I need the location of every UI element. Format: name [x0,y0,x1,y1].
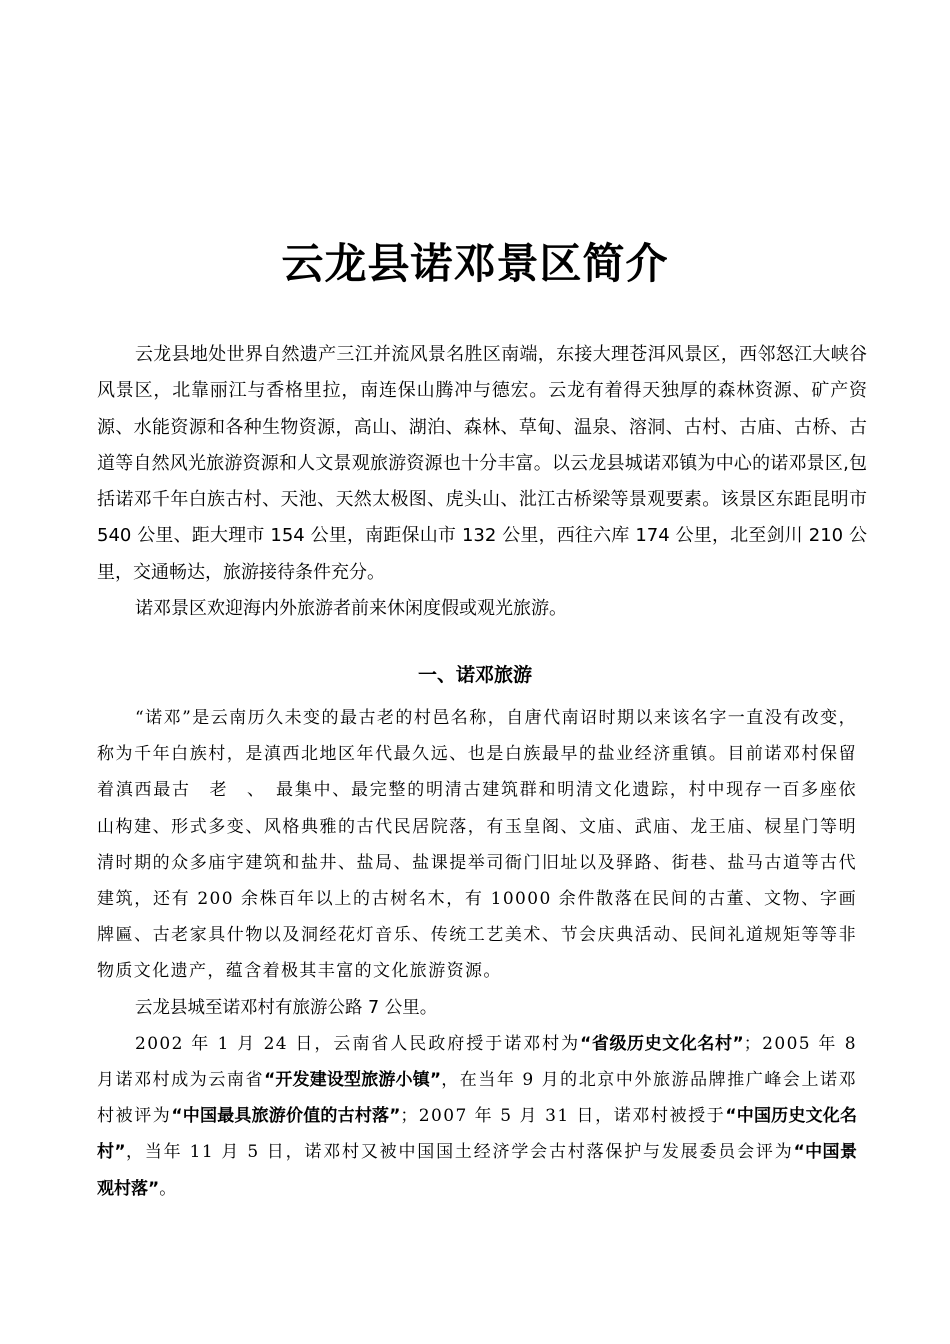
intro-section [97,337,867,627]
award-title: “中国最具旅游价值的古村落” [171,1106,401,1127]
award-title: “开发建设型旅游小镇” [264,1070,442,1091]
section-heading: 一、诺邓旅游 [417,664,532,686]
section-body [97,700,857,1207]
section-paragraph-awards [97,1026,857,1207]
section-paragraph: “诺邓”是云南历久未变的最古老的村邑名称，自唐代南诏时期以来该名字一直没有改变，称为千年白族村，是滇西北地区年代最久远、也是白族最早的盐业经济重镇。目前诺邓村保留着滇西最古 老 、 最集中、最完整的明清古建筑群和明清文化遗踪，村中现存一百多座依山构建、形式多变、风格典雅的古代民居院落，有玉皇阁、文庙、武庙、龙王庙、棂星门等明清时期的众多庙宇建筑和盐井、盐局、盐课提举司衙门旧址以及驿路、街巷、盐马古道等古代建筑，还有 200 余株百年以上的古树名木，有 10000 余件散落在民间的古董、文物、字画牌匾、古老家具什物以及洞经花灯音乐、传统工艺美术、节会庆典活动、民间礼道规矩等等非物质文化遗产，蕴含着极其丰富的文化旅游资源。 [97,708,857,982]
award-title: “中国景观村落” [97,1142,857,1199]
award-title: “省级历史文化名村” [580,1033,744,1054]
intro-paragraph: 云龙县地处世界自然遗产三江并流风景名胜区南端，东接大理苍洱风景区，西邻怒江大峡谷风景区，北靠丽江与香格里拉，南连保山腾冲与德宏。云龙有着得天独厚的森林资源、矿产资源、水能资源和各种生物资源，高山、湖泊、森林、草甸、温泉、溶洞、古村、古庙、古桥、古道等自然风光旅游资源和人文景观旅游资源也十分丰富。以云龙县城诺邓镇为中心的诺邓景区,包括诺邓千年白族古村、天池、天然太极图、虎头山、沘江古桥梁等景观要素。该景区东距昆明市 540 公里、距大理市 154 公里，南距保山市 132 公里，西往六库 174 公里，北至剑川 210 公里，交通畅达，旅游接待条件充分。 [97,344,867,583]
award-text: 2002 年 1 月 24 日，云南省人民政府授于诺邓村为 [135,1033,581,1054]
award-title: “中国历史文化名村” [97,1106,857,1163]
intro-paragraph: 诺邓景区欢迎海内外旅游者前来休闲度假或观光旅游。 [135,598,567,620]
award-text: ，当年 11 月 5 日，诺邓村又被中国国土经济学会古村落保护与发展委员会评为 [125,1142,794,1163]
award-text: ；2007 年 5 月 31 日，诺邓村被授于 [400,1106,726,1127]
award-text: 。 [159,1178,178,1199]
award-text: ；2005 年 8 月诺邓村成为云南省 [97,1033,857,1091]
document-title: 云龙县诺邓景区简介 [281,239,669,288]
award-text: ，在当年 9 月的北京中外旅游品牌推广峰会上诺邓村被评为 [97,1070,857,1127]
section-paragraph: 云龙县城至诺邓村有旅游公路 7 公里。 [135,997,438,1018]
